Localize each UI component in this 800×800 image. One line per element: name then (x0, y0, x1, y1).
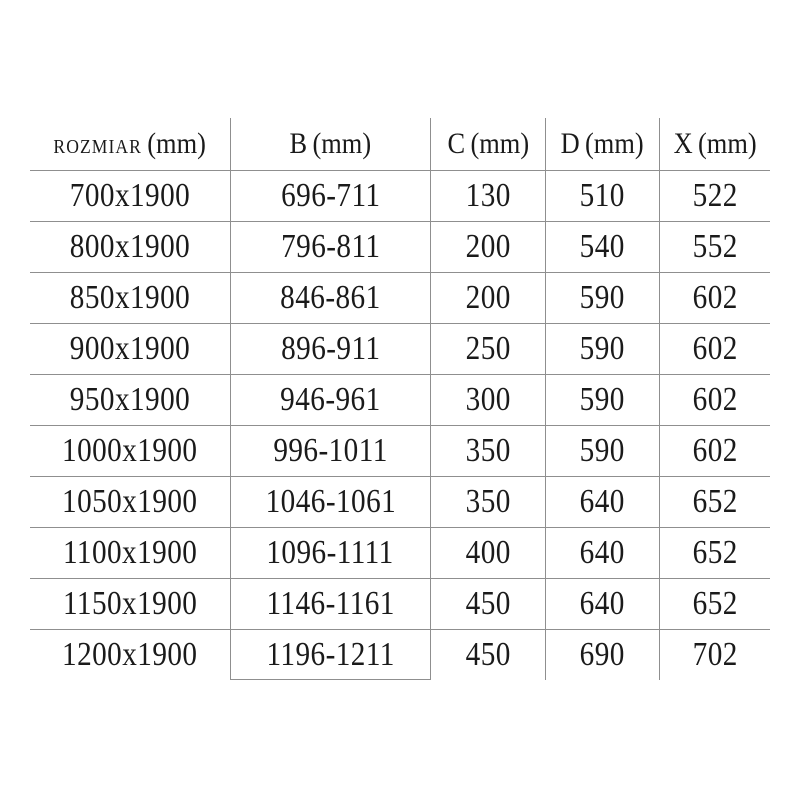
column-header-label: C (447, 127, 465, 160)
table-cell: 552 (659, 221, 770, 272)
table-cell: 590 (545, 425, 659, 476)
column-header-c (430, 118, 545, 170)
table-cell: 700x1900 (30, 170, 230, 221)
table-cell: 250 (430, 323, 545, 374)
table-cell: 640 (545, 476, 659, 527)
table-cell: 602 (659, 272, 770, 323)
column-header-unit: (mm) (312, 127, 372, 160)
table-cell: 200 (430, 221, 545, 272)
table-cell: 1000x1900 (30, 425, 230, 476)
table-cell: 1146-1161 (230, 578, 430, 629)
table-cell: 796-811 (230, 221, 430, 272)
table-cell: 200 (430, 272, 545, 323)
table-cell: 640 (545, 527, 659, 578)
table-cell: 450 (430, 629, 545, 680)
table-cell: 510 (545, 170, 659, 221)
table-cell: 1100x1900 (30, 527, 230, 578)
table-cell: 130 (430, 170, 545, 221)
column-header-rozmiar (30, 118, 230, 170)
table-cell: 900x1900 (30, 323, 230, 374)
table-cell: 450 (430, 578, 545, 629)
table-cell: 400 (430, 527, 545, 578)
table-cell: 350 (430, 425, 545, 476)
table-cell: 1050x1900 (30, 476, 230, 527)
column-header-label: X (673, 127, 693, 160)
table-cell: 846-861 (230, 272, 430, 323)
table-cell: 590 (545, 323, 659, 374)
table-cell: 590 (545, 374, 659, 425)
column-header-d (545, 118, 659, 170)
column-header-label: ROZMIAR (53, 136, 143, 158)
table-cell: 950x1900 (30, 374, 230, 425)
table-cell: 652 (659, 578, 770, 629)
table-cell: 850x1900 (30, 272, 230, 323)
table-cell: 652 (659, 476, 770, 527)
table-cell: 540 (545, 221, 659, 272)
table-cell: 696-711 (230, 170, 430, 221)
column-header-unit: (mm) (470, 127, 529, 160)
table-cell: 1096-1111 (230, 527, 430, 578)
column-header-label: B (289, 127, 308, 160)
table-cell: 1200x1900 (30, 629, 230, 680)
table-cell: 640 (545, 578, 659, 629)
dimension-table (30, 118, 770, 680)
table-cell: 800x1900 (30, 221, 230, 272)
table-cell: 522 (659, 170, 770, 221)
table-cell: 1046-1061 (230, 476, 430, 527)
table-cell: 300 (430, 374, 545, 425)
table-cell: 1150x1900 (30, 578, 230, 629)
table-cell: 896-911 (230, 323, 430, 374)
table-cell: 946-961 (230, 374, 430, 425)
table-cell: 602 (659, 323, 770, 374)
table-cell: 652 (659, 527, 770, 578)
column-header-x (659, 118, 770, 170)
table-cell: 1196-1211 (230, 629, 430, 680)
column-header-unit: (mm) (147, 127, 207, 160)
column-header-unit: (mm) (697, 127, 757, 160)
column-header-label: D (560, 127, 581, 160)
table-cell: 590 (545, 272, 659, 323)
table-cell: 350 (430, 476, 545, 527)
column-header-unit: (mm) (585, 127, 644, 160)
table-cell: 690 (545, 629, 659, 680)
table-cell: 602 (659, 374, 770, 425)
table-cell: 702 (659, 629, 770, 680)
table-cell: 602 (659, 425, 770, 476)
table-cell: 996-1011 (230, 425, 430, 476)
column-header-b (230, 118, 430, 170)
